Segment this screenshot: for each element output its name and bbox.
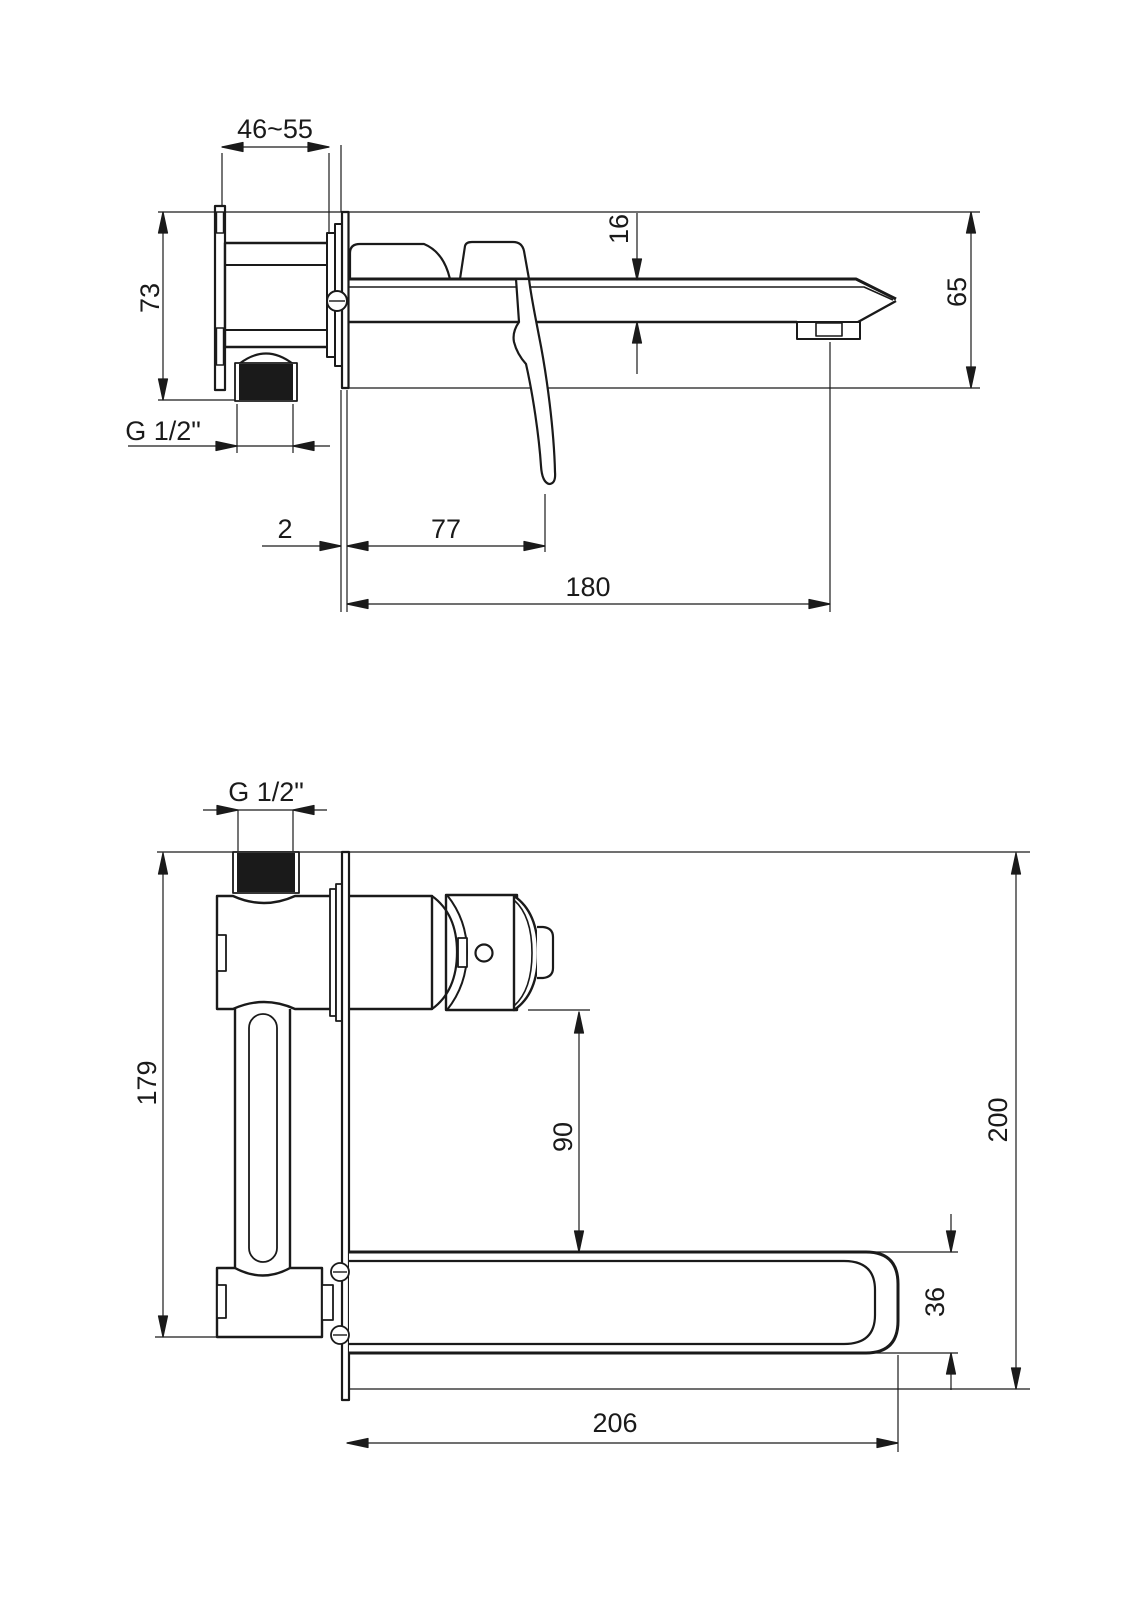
dim-label-16: 16: [604, 213, 634, 245]
dim-label-65: 65: [942, 276, 972, 308]
riser-pipe-highlight: [249, 1014, 277, 1262]
lever-cap: [460, 242, 529, 279]
dim-label-thread-top: G 1/2": [125, 416, 201, 446]
aerator-insert: [816, 323, 842, 336]
valve-body-side: [225, 243, 333, 347]
bracket-slot-bottom: [217, 328, 224, 365]
dim-label-36: 36: [920, 1286, 950, 1318]
dim-label-73: 73: [135, 282, 165, 314]
dim-label-200: 200: [983, 1097, 1013, 1143]
bracket-slot-top: [217, 212, 224, 233]
outlet-body: [217, 1268, 322, 1337]
body-notch: [217, 935, 226, 971]
handle-pin-hole: [476, 945, 493, 962]
outlet-stub: [322, 1285, 333, 1320]
handle-end-tab: [537, 927, 553, 978]
thread-block: [239, 364, 293, 400]
dim-label-206: 206: [592, 1408, 638, 1438]
dim-label-77: 77: [430, 514, 462, 544]
dim-label-179: 179: [132, 1060, 162, 1106]
dim-label-offset-2: 2: [277, 514, 293, 544]
outlet-notch: [217, 1285, 226, 1318]
spout-plan-outer: [349, 1252, 898, 1353]
dim-label-90: 90: [548, 1121, 578, 1153]
handle-clamp-notch: [458, 938, 467, 967]
thread-block-plan: [237, 853, 295, 892]
valve-body-plan: [217, 896, 432, 1009]
dim-label-wall-depth: 46~55: [237, 114, 313, 144]
dim-label-180: 180: [565, 572, 611, 602]
dim-label-thread-plan: G 1/2": [228, 777, 304, 807]
wall-plate-plan: [342, 852, 349, 1400]
